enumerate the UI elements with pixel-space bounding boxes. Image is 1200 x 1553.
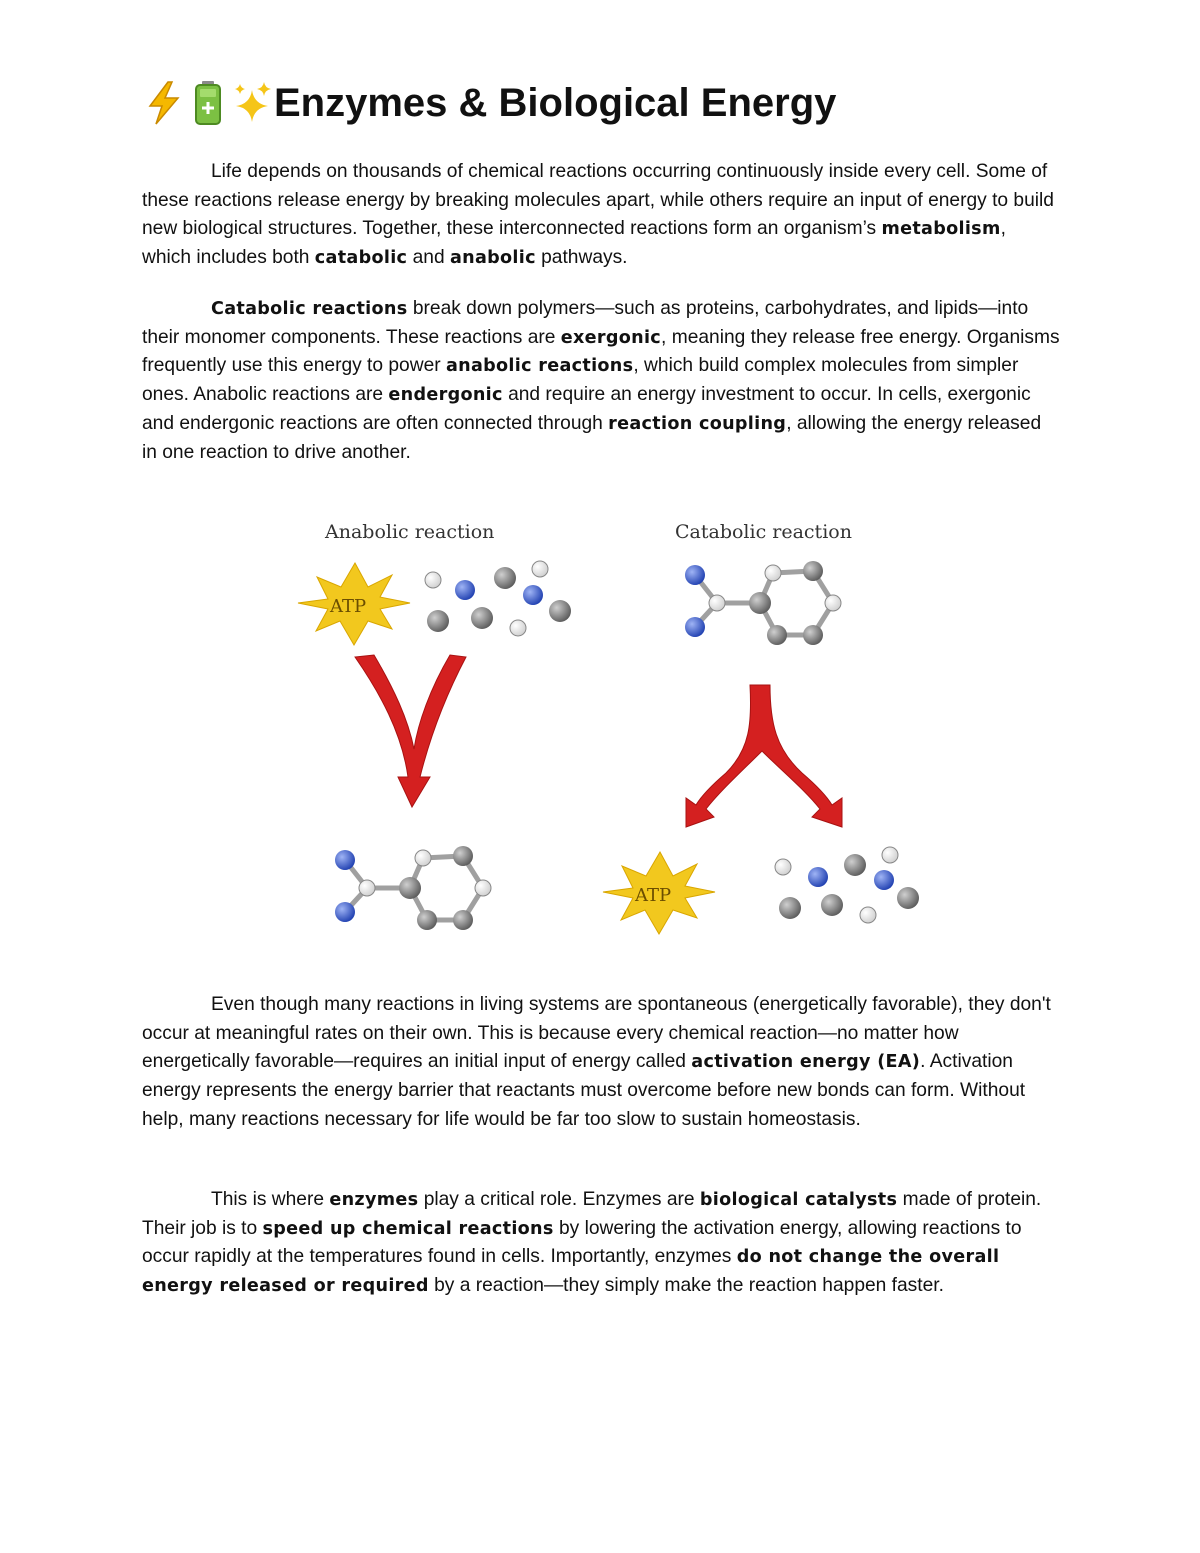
bold-term: biological catalysts xyxy=(699,1190,898,1210)
bold-term: endergonic xyxy=(388,385,503,406)
intro-paragraph: Life depends on thousands of chemical reactions occurring continuously inside every cell. Some of these reactions release energy by breaking molecules apart, while others require an input of energy to build new biological structures. Together, these interconnected reactions form an organism’s metabolism, which includes both catabolic and anabolic pathways. xyxy=(142,161,1054,269)
catabolic-label: Catabolic reaction xyxy=(675,521,852,543)
lightning-icon xyxy=(142,78,186,128)
page-title xyxy=(142,78,836,128)
sparkles-icon xyxy=(230,78,274,128)
bold-term: anabolic xyxy=(449,248,536,269)
reaction-diagram xyxy=(230,505,950,945)
atp-label: ATP xyxy=(635,885,672,906)
bold-term: enzymes xyxy=(329,1190,419,1210)
bold-term: metabolism xyxy=(881,219,1001,240)
bold-term: speed up chemical reactions xyxy=(262,1218,554,1239)
bold-term: anabolic reactions xyxy=(445,356,634,377)
catabolic-paragraph: Catabolic reactions break down polymers—such as proteins, carbohydrates, and lipids—into their monomer components. These reactions are exergonic, meaning they release free energy. Organisms frequently use this energy to power anabolic reactions, which build complex molecules from simpler ones. Anabolic reactions are endergonic and require an energy investment to occur. In cells, exergonic and endergonic reactions are often connected through reaction coupling, allowing the energy released in one reaction to drive another. xyxy=(142,298,1060,463)
bold-term: catabolic xyxy=(314,248,408,269)
bold-term: Catabolic reactions xyxy=(211,299,408,319)
anabolic-label: Anabolic reaction xyxy=(325,521,495,543)
battery-icon xyxy=(186,78,230,128)
title-text: Enzymes & Biological Energy xyxy=(274,81,837,125)
bold-term: reaction coupling xyxy=(608,413,787,434)
scattered-atoms-catabolic xyxy=(775,847,919,923)
atp-star-catabolic xyxy=(603,852,715,934)
bold-term: do not change the overall energy released or required xyxy=(142,1247,1000,1297)
molecule-anabolic-product xyxy=(335,846,491,930)
anabolic-converging-arrow xyxy=(355,655,466,807)
catabolic-diverging-arrow xyxy=(686,685,842,827)
activation-energy-paragraph: Even though many reactions in living systems are spontaneous (energetically favorable), they don't occur at meaningful rates on their own. This is because every chemical reaction—no matter how energetically favorable—requires an initial input of energy called activation energy (EA). Activation energy represents the energy barrier that reactants must overcome before new bonds can form. Without help, many reactions necessary for life would be far too slow to sustain homeostasis. xyxy=(142,994,1051,1130)
scattered-atoms-anabolic xyxy=(425,561,571,636)
molecule-catabolic-reactant xyxy=(685,561,841,645)
bold-term: activation energy (EA) xyxy=(691,1052,921,1073)
atp-star-anabolic xyxy=(298,563,410,645)
bold-term: exergonic xyxy=(560,327,662,348)
atp-label: ATP xyxy=(330,596,367,617)
enzymes-paragraph: This is where enzymes play a critical role. Enzymes are biological catalysts made of protein. Their job is to speed up chemical reactions by lowering the activation energy, allowing reactions to occur rapidly at the temperatures found in cells. Importantly, enzymes do not change the overall energy released or required by a reaction—they simply make the reaction happen faster. xyxy=(142,1189,1042,1297)
